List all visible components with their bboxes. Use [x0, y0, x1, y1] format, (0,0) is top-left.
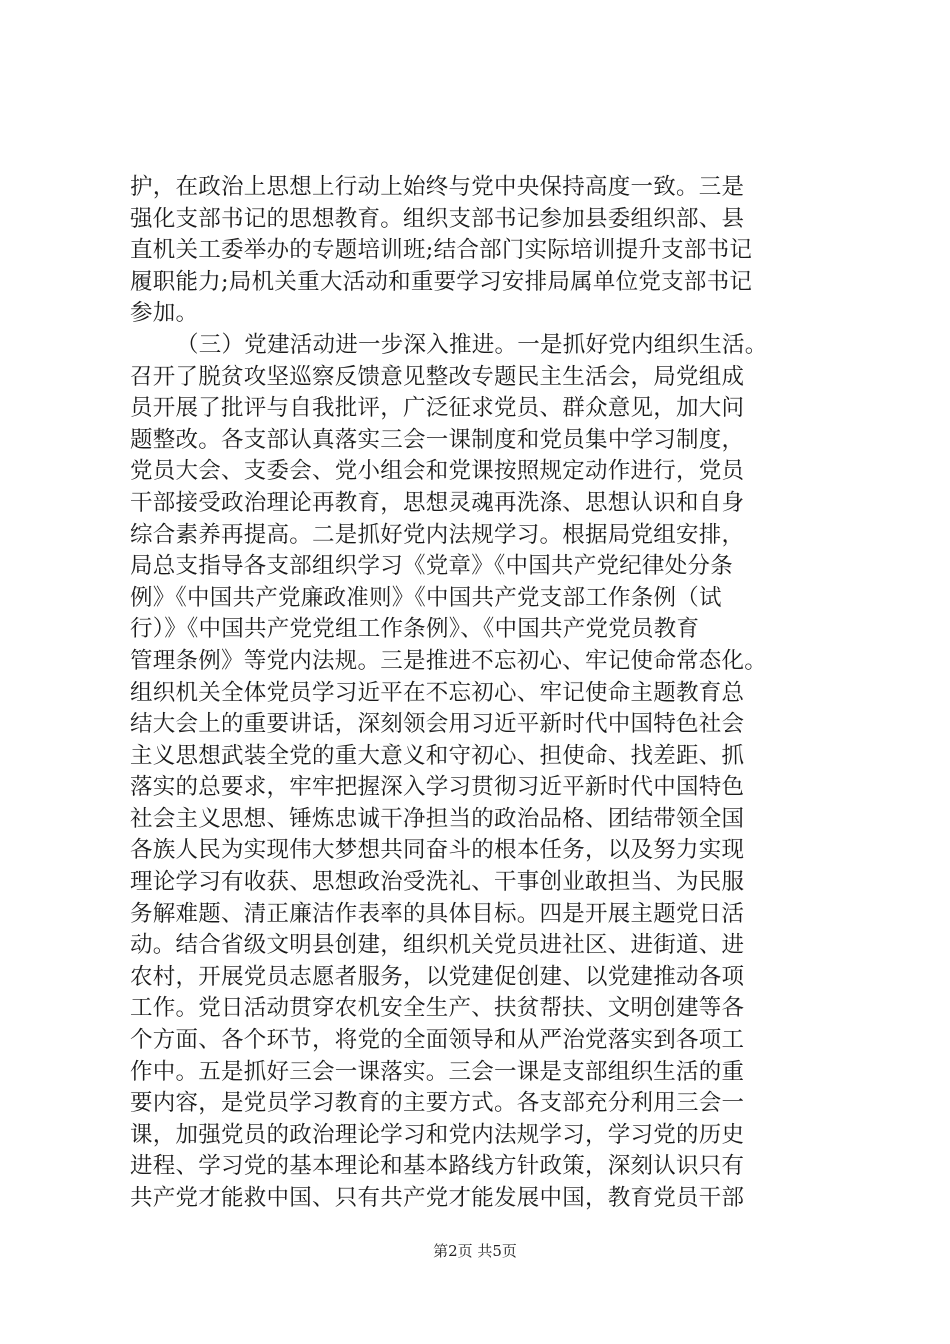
text-line: 主义思想武装全党的重大意义和守初心、担使命、找差距、抓 — [130, 742, 745, 769]
document-body — [130, 172, 830, 1215]
text-line: 工作。党日活动贯穿农机安全生产、扶贫帮扶、文明创建等各 — [130, 995, 745, 1022]
text-line: 作中。五是抓好三会一课落实。三会一课是支部组织生活的重 — [130, 1058, 745, 1085]
text-line: 护，在政治上思想上行动上始终与党中央保持高度一致。三是 — [130, 174, 745, 200]
text-line: 行）》《中国共产党党组工作条例》、《中国共产党党员教育 — [130, 616, 700, 643]
text-line: 课，加强党员的政治理论学习和党内法规学习，学习党的历史 — [130, 1121, 745, 1148]
text-line: 各族人民为实现伟大梦想共同奋斗的根本任务，以及努力实现 — [130, 837, 745, 864]
text-line: 党员大会、支委会、党小组会和党课按照规定动作进行，党员 — [130, 458, 745, 485]
text-line: 共产党才能救中国、只有共产党才能发展中国，教育党员干部 — [130, 1185, 745, 1211]
text-line: 组织机关全体党员学习近平在不忘初心、牢记使命主题教育总 — [130, 679, 745, 706]
text-line: 社会主义思想、锤炼忠诚干净担当的政治品格、团结带领全国 — [130, 805, 745, 832]
text-line: 参加。 — [130, 300, 199, 327]
page-number: 第2页 共5页 — [433, 1242, 517, 1260]
text-line: 个方面、各个环节，将党的全面领导和从严治党落实到各项工 — [130, 1027, 745, 1054]
text-line: 干部接受政治理论再教育，思想灵魂再洗涤、思想认识和自身 — [130, 489, 745, 516]
text-line: 管理条例》等党内法规。三是推进不忘初心、牢记使命常态化。 — [130, 647, 768, 674]
text-line: 结大会上的重要讲话，深刻领会用习近平新时代中国特色社会 — [130, 711, 745, 738]
text-line: 召开了脱贫攻坚巡察反馈意见整改专题民主生活会，局党组成 — [130, 363, 745, 390]
text-line: 题整改。各支部认真落实三会一课制度和党员集中学习制度， — [130, 426, 745, 453]
text-line: 局总支指导各支部组织学习《党章》《中国共产党纪律处分条 — [130, 553, 734, 580]
text-line: 要内容，是党员学习教育的主要方式。各支部充分利用三会一 — [130, 1090, 745, 1117]
text-line: 落实的总要求，牢牢把握深入学习贯彻习近平新时代中国特色 — [130, 774, 745, 801]
page-footer — [0, 1240, 950, 1262]
text-line: 动。结合省级文明县创建，组织机关党员进社区、进街道、进 — [130, 932, 745, 959]
text-line: 直机关工委举办的专题培训班;结合部门实际培训提升支部书记 — [130, 237, 753, 264]
text-line: 履职能力;局机关重大活动和重要学习安排局属单位党支部书记 — [130, 268, 753, 295]
text-line: 理论学习有收获、思想政治受洗礼、干事创业敢担当、为民服 — [130, 869, 745, 896]
text-line: 农村，开展党员志愿者服务，以党建促创建、以党建推动各项 — [130, 963, 745, 990]
text-line: 例》《中国共产党廉政准则》《中国共产党支部工作条例（试 — [130, 584, 722, 611]
section-heading-line: （三）党建活动进一步深入推进。一是抓好党内组织生活。 — [176, 331, 768, 358]
text-line: 进程、学习党的基本理论和基本路线方针政策，深刻认识只有 — [130, 1153, 745, 1180]
text-line: 务解难题、清正廉洁作表率的具体目标。四是开展主题党日活 — [130, 900, 745, 927]
text-line: 强化支部书记的思想教育。组织支部书记参加县委组织部、县 — [130, 205, 745, 232]
text-line: 员开展了批评与自我批评，广泛征求党员、群众意见，加大问 — [130, 395, 745, 422]
text-line: 综合素养再提高。二是抓好党内法规学习。根据局党组安排， — [130, 521, 745, 548]
